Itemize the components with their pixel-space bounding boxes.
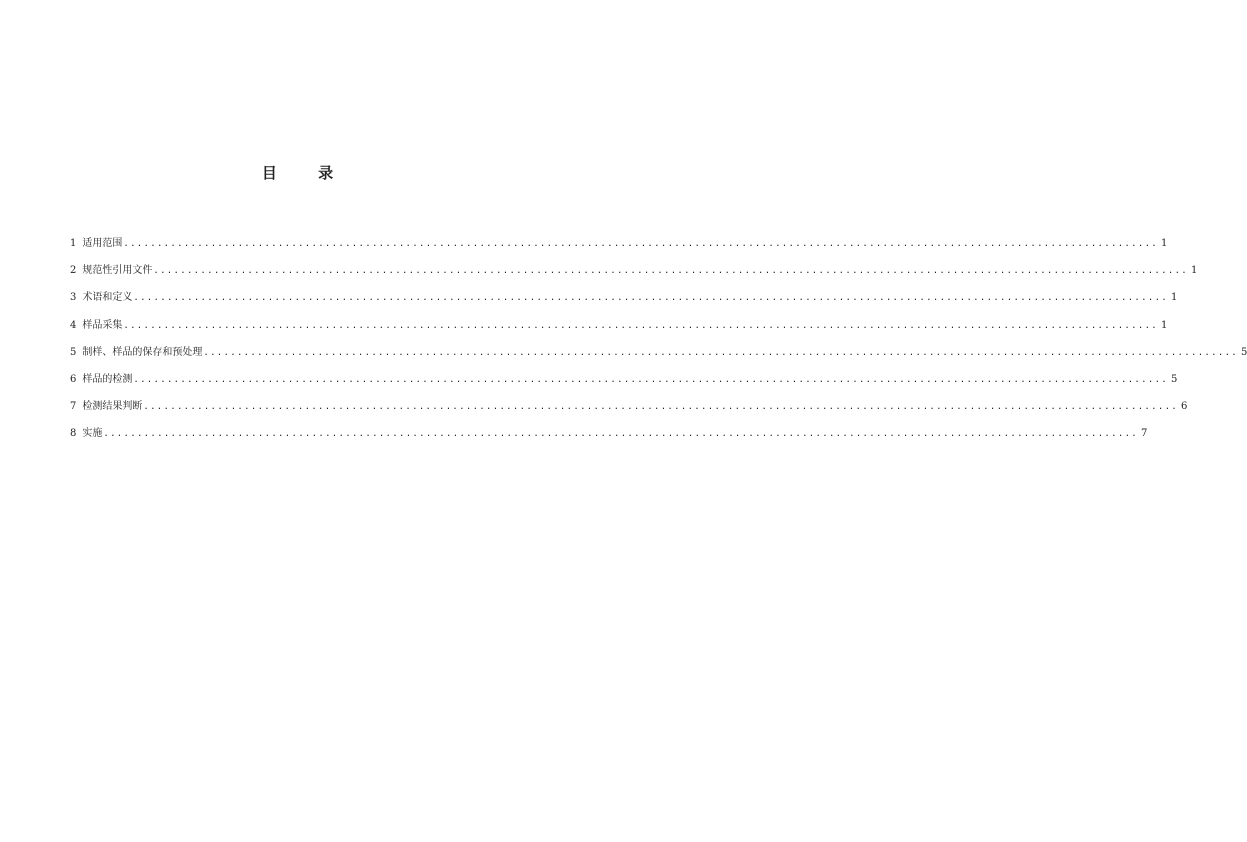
toc-entry-4[interactable] — [70, 318, 1168, 345]
toc-entry-page: 1 — [1161, 238, 1168, 249]
toc-entry-1[interactable] — [70, 236, 1168, 263]
toc-entry-page: 6 — [1181, 401, 1188, 413]
toc-dot-leader: .......................................................................................................................................................... — [133, 374, 1169, 385]
toc-entry-label: 样品的检测 — [82, 373, 133, 385]
toc-entry-number: 4 — [70, 319, 77, 331]
toc-entry-8[interactable] — [70, 426, 1148, 453]
toc-entry-label: 样品采集 — [82, 319, 123, 331]
toc-entry-number: 1 — [70, 238, 77, 249]
toc-entry-6[interactable] — [70, 372, 1178, 399]
toc-dot-leader: .......................................................................................................................................................... — [123, 239, 1159, 249]
toc-entry-page: 7 — [1141, 428, 1148, 440]
toc-entry-label: 检测结果判断 — [82, 401, 143, 413]
toc-entry-5[interactable] — [70, 345, 1247, 372]
toc-entry-7[interactable] — [70, 399, 1188, 426]
toc-entry-label: 规范性引用文件 — [82, 265, 153, 277]
toc-dot-leader: .......................................................................................................................................................... — [203, 347, 1239, 358]
toc-dot-leader: .......................................................................................................................................................... — [133, 293, 1169, 304]
toc-dot-leader: .......................................................................................................................................................... — [153, 266, 1189, 277]
toc-entry-page: 5 — [1171, 373, 1178, 385]
toc-entry-number: 2 — [70, 265, 77, 277]
toc-dot-leader: .......................................................................................................................................................... — [123, 320, 1159, 331]
toc-entry-label: 适用范围 — [82, 238, 123, 249]
toc-entry-number: 3 — [70, 292, 77, 304]
toc-entry-page: 1 — [1171, 292, 1178, 304]
toc-entry-number: 6 — [70, 373, 77, 385]
toc-entry-label: 制样、样品的保存和预处理 — [82, 346, 203, 358]
toc-entry-2[interactable] — [70, 263, 1198, 290]
toc-title: 目 录 — [261, 164, 352, 182]
toc-entry-number: 8 — [70, 428, 77, 440]
toc-entry-page: 1 — [1161, 319, 1168, 331]
toc-entry-number: 7 — [70, 401, 77, 413]
table-of-contents — [70, 236, 1247, 454]
toc-entry-label: 术语和定义 — [82, 292, 133, 304]
toc-entry-label: 实施 — [82, 428, 103, 440]
toc-dot-leader: .......................................................................................................................................................... — [143, 402, 1179, 413]
toc-entry-page: 5 — [1241, 346, 1247, 358]
toc-dot-leader: .......................................................................................................................................................... — [103, 429, 1139, 440]
toc-entry-number: 5 — [70, 346, 77, 358]
toc-entry-page: 1 — [1191, 265, 1198, 277]
toc-entry-3[interactable] — [70, 290, 1178, 317]
